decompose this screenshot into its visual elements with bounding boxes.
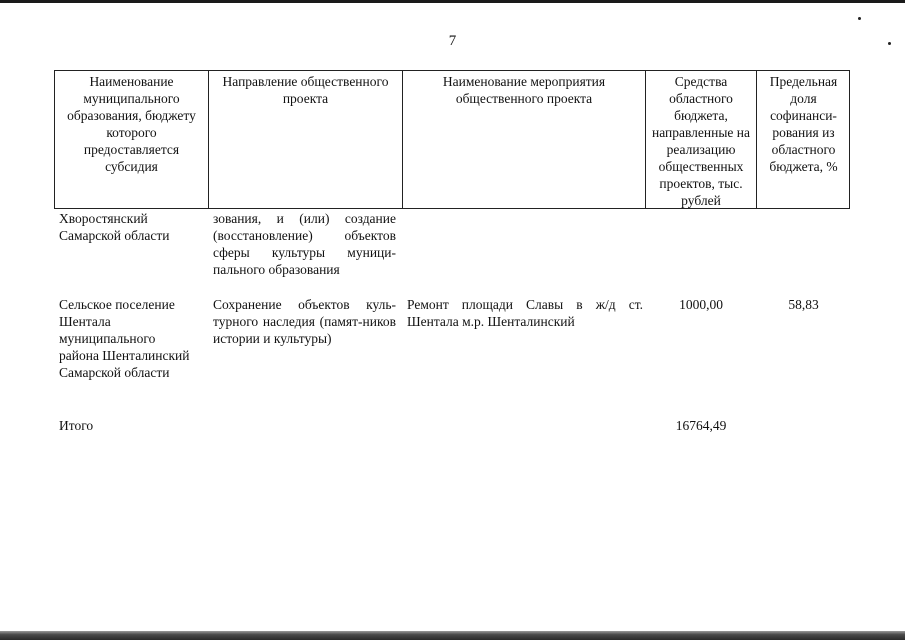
page-number: 7 bbox=[448, 33, 457, 49]
column-divider bbox=[208, 70, 209, 209]
cell-share: 58,83 bbox=[788, 297, 819, 312]
scan-speck bbox=[858, 17, 861, 20]
header-direction: Направление общественного проекта bbox=[222, 74, 389, 106]
scan-bottom-edge bbox=[0, 631, 905, 640]
total-label: Итого bbox=[59, 418, 94, 433]
column-divider bbox=[645, 70, 646, 209]
cell-municipality: Сельское поселение Шентала муниципального района Шенталинский Самарской области bbox=[59, 297, 190, 380]
cell-direction: зования, и (или) создание (восстановление) объектов сферы культуры муници-пального образования bbox=[213, 211, 396, 277]
column-divider bbox=[756, 70, 757, 209]
column-divider bbox=[402, 70, 403, 209]
scan-top-edge bbox=[0, 0, 905, 3]
header-municipality: Наименование муниципального образования, бюджету которого предоставляется субсидия bbox=[67, 74, 196, 174]
cell-direction: Сохранение объектов куль-турного наследия (памят-ников истории и культуры) bbox=[213, 297, 396, 346]
cell-event: Ремонт площади Славы в ж/д ст. Шентала м.р. Шенталинский bbox=[407, 297, 643, 329]
cell-municipality: Хворостянский Самарской области bbox=[59, 211, 170, 243]
header-funds: Средства областного бюджета, направленные на реализацию общественных проектов, тыс. рублей bbox=[651, 74, 751, 208]
cell-funds: 1000,00 bbox=[679, 297, 723, 312]
header-event: Наименование мероприятия общественного проекта bbox=[442, 74, 606, 106]
total-funds: 16764,49 bbox=[675, 418, 727, 433]
header-share: Предельная доля софинанси-рования из областного бюджета, % bbox=[769, 74, 838, 174]
